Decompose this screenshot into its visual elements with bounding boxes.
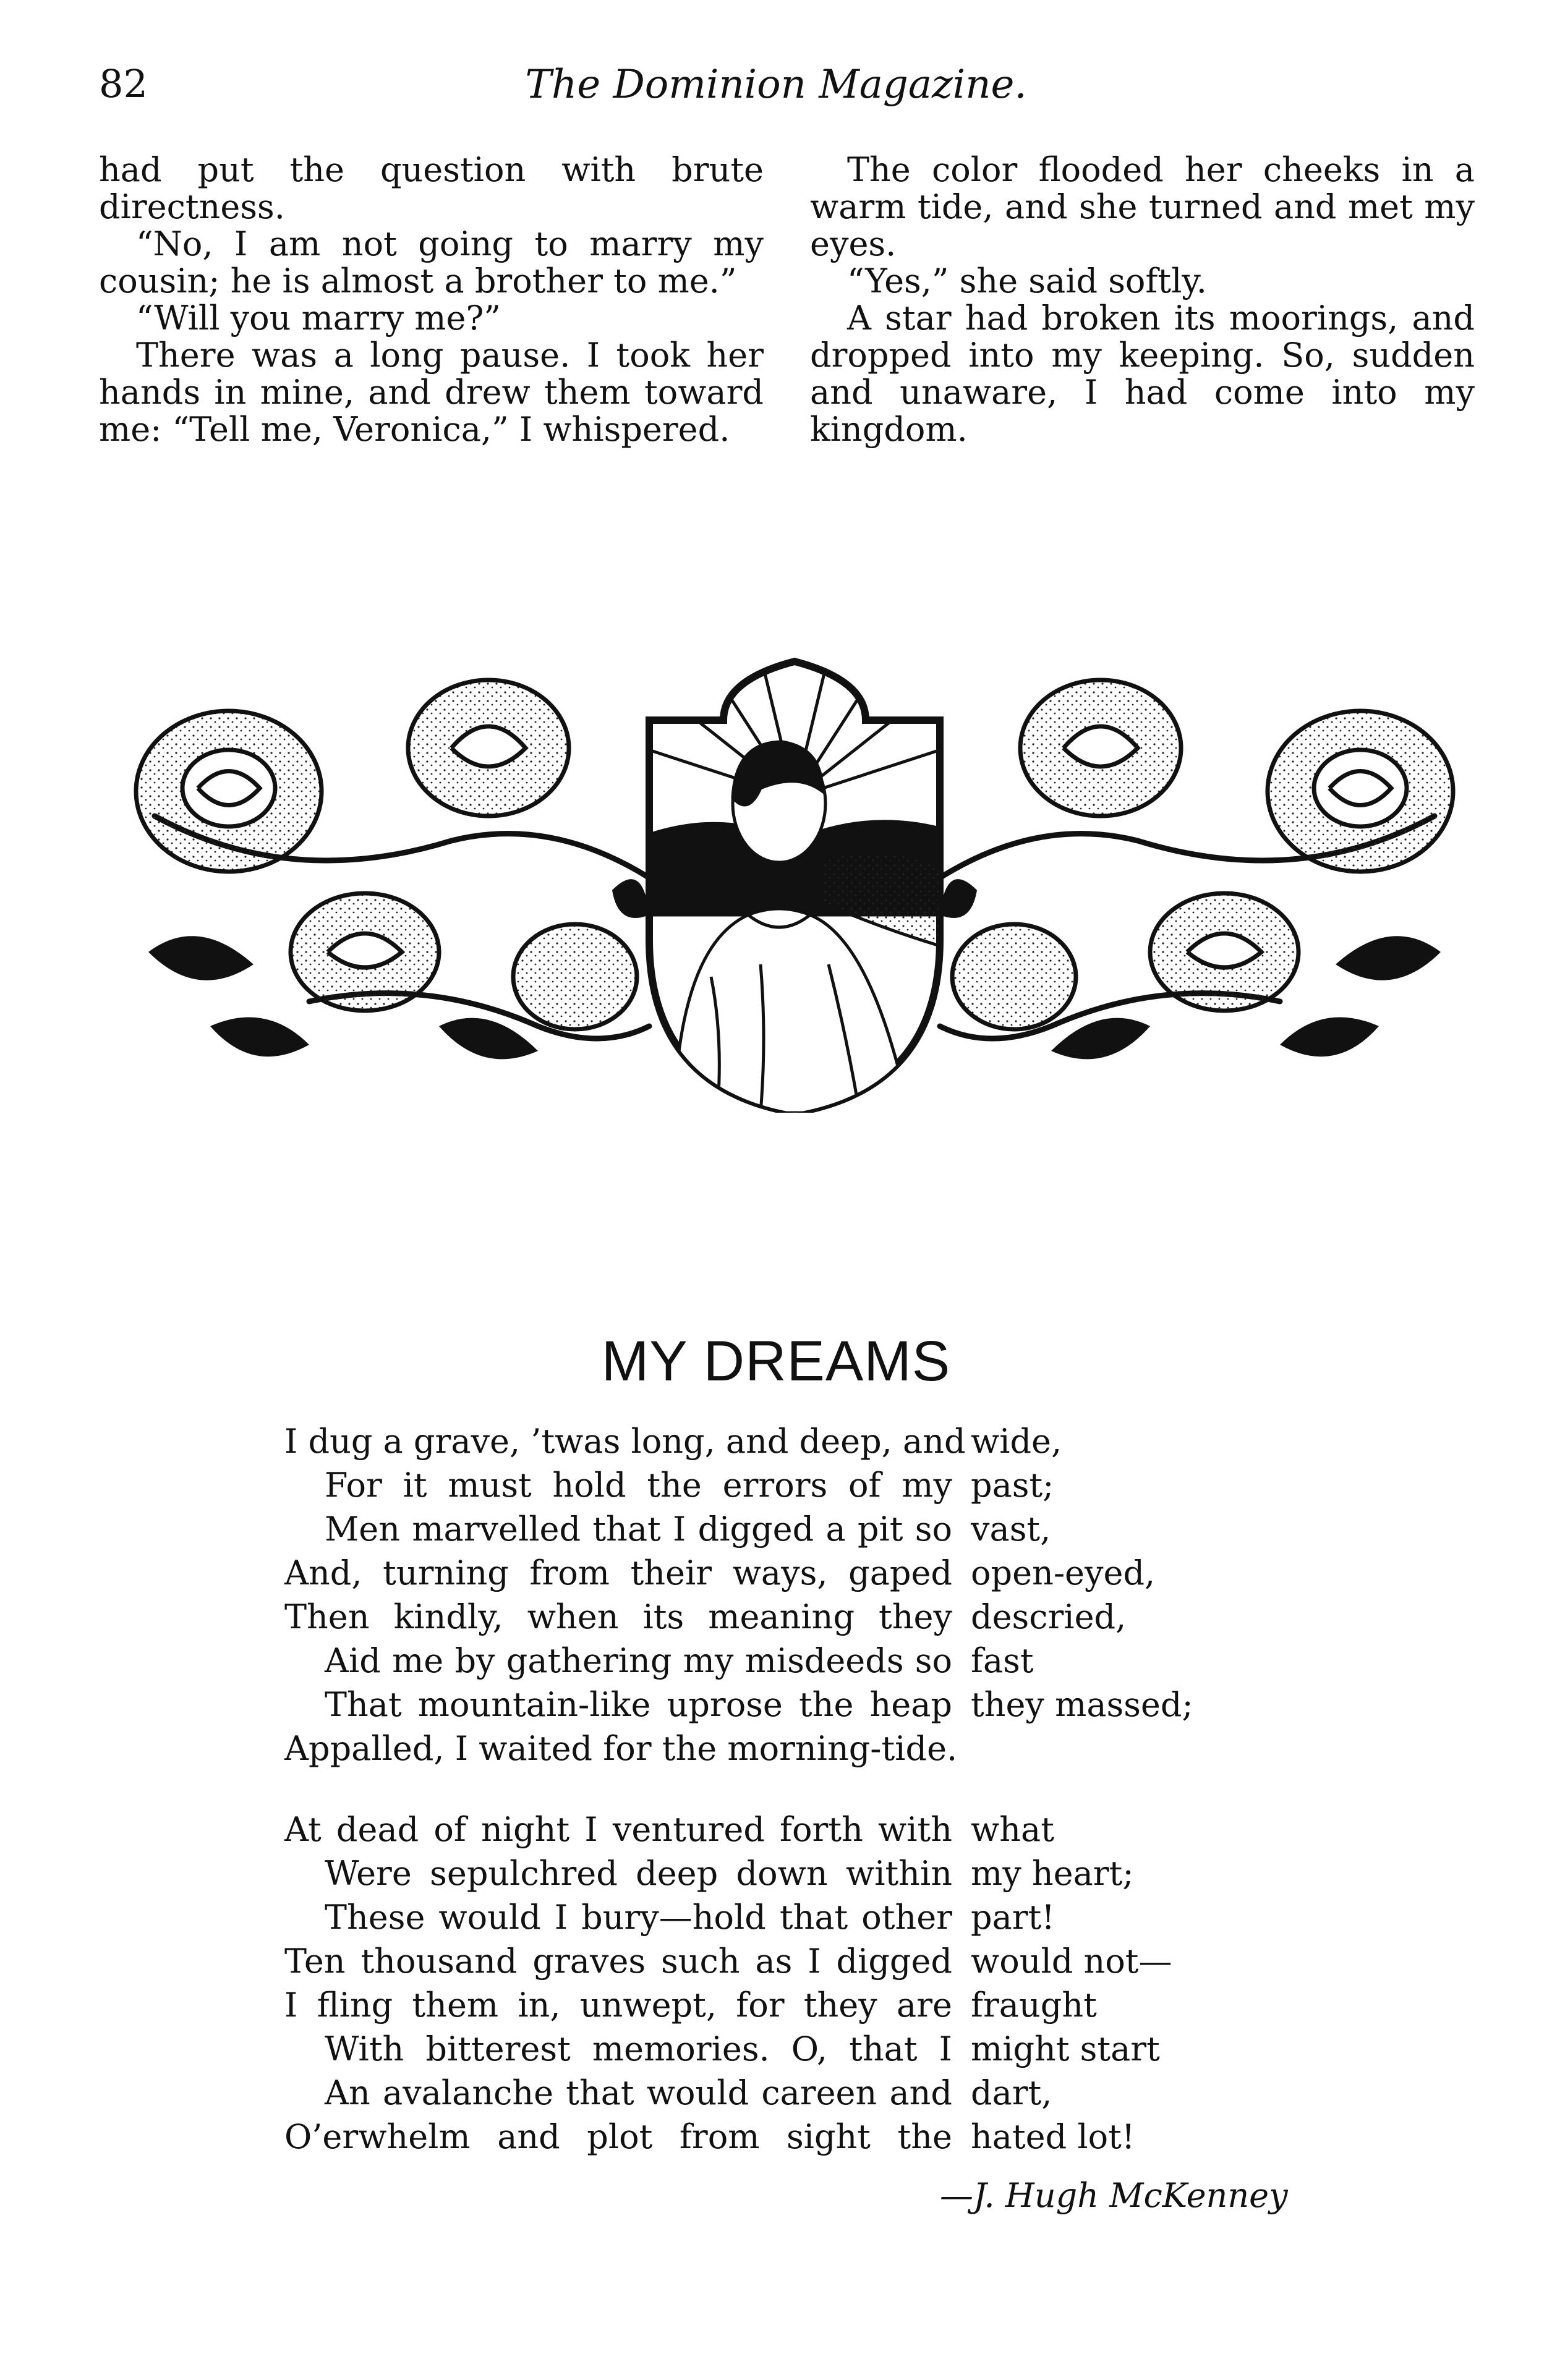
- poem-author: —J. Hugh McKenney: [940, 2176, 1288, 2215]
- poem-line: An avalanche that would careen and dart,: [325, 2073, 1052, 2112]
- poem-line: At dead of night I ventured forth with what: [284, 1810, 1054, 1849]
- poem-line: Ten thousand graves such as I digged would not—: [284, 1942, 1172, 1981]
- paragraph: “Will you marry me?”: [136, 299, 501, 338]
- running-title: The Dominion Magazine.: [525, 62, 1027, 108]
- poem-line: These would I bury—hold that other part!: [325, 1898, 1055, 1937]
- paragraph: The color flooded her cheeks in a warm tide, and she turned and met my eyes.: [810, 150, 1475, 263]
- page-number: 82: [99, 61, 148, 106]
- poem-stanza: [284, 1422, 1274, 1773]
- poem-line: Aid me by gathering my misdeeds so fast: [325, 1641, 1034, 1680]
- rose-garland-with-maiden-portrait-icon: [105, 655, 1484, 1113]
- paragraph: had put the question with brute directness.: [99, 150, 764, 226]
- poem-line: I fling them in, unwept, for they are fraught: [284, 1986, 1097, 2025]
- paragraph: There was a long pause. I took her hands in mine, and drew them toward me: “Tell me, Veronica,” I whispered.: [99, 336, 764, 449]
- poem-line: And, turning from their ways, gaped open-eyed,: [284, 1553, 1156, 1592]
- poem-body: [284, 1422, 1274, 2198]
- poem-line: Appalled, I waited for the morning-tide.: [284, 1729, 958, 1768]
- story-column-left: [99, 151, 764, 448]
- poem-line: Were sepulchred deep down within my heart;: [325, 1854, 1134, 1893]
- poem-stanza: [284, 1810, 1274, 2161]
- paragraph: A star had broken its moorings, and dropped into my keeping. So, sudden and unaware, I had come into my kingdom.: [810, 299, 1475, 449]
- poem-line: That mountain-like uprose the heap they massed;: [325, 1685, 1193, 1724]
- poem-title: MY DREAMS: [601, 1330, 951, 1393]
- paragraph: “No, I am not going to marry my cousin; he is almost a brother to me.”: [99, 224, 764, 300]
- poem-line: Men marvelled that I digged a pit so vast,: [325, 1510, 1051, 1549]
- poem-line: Then kindly, when its meaning they descried,: [284, 1597, 1127, 1636]
- poem-line: I dug a grave, ’twas long, and deep, and wide,: [284, 1422, 1062, 1461]
- poem-line: With bitterest memories. O, that I might start: [325, 2029, 1160, 2068]
- poem-line: For it must hold the errors of my past;: [325, 1466, 1054, 1505]
- poem-line: O’erwhelm and plot from sight the hated lot!: [284, 2117, 1135, 2156]
- paragraph: “Yes,” she said softly.: [847, 261, 1207, 300]
- story-column-right: [810, 151, 1475, 448]
